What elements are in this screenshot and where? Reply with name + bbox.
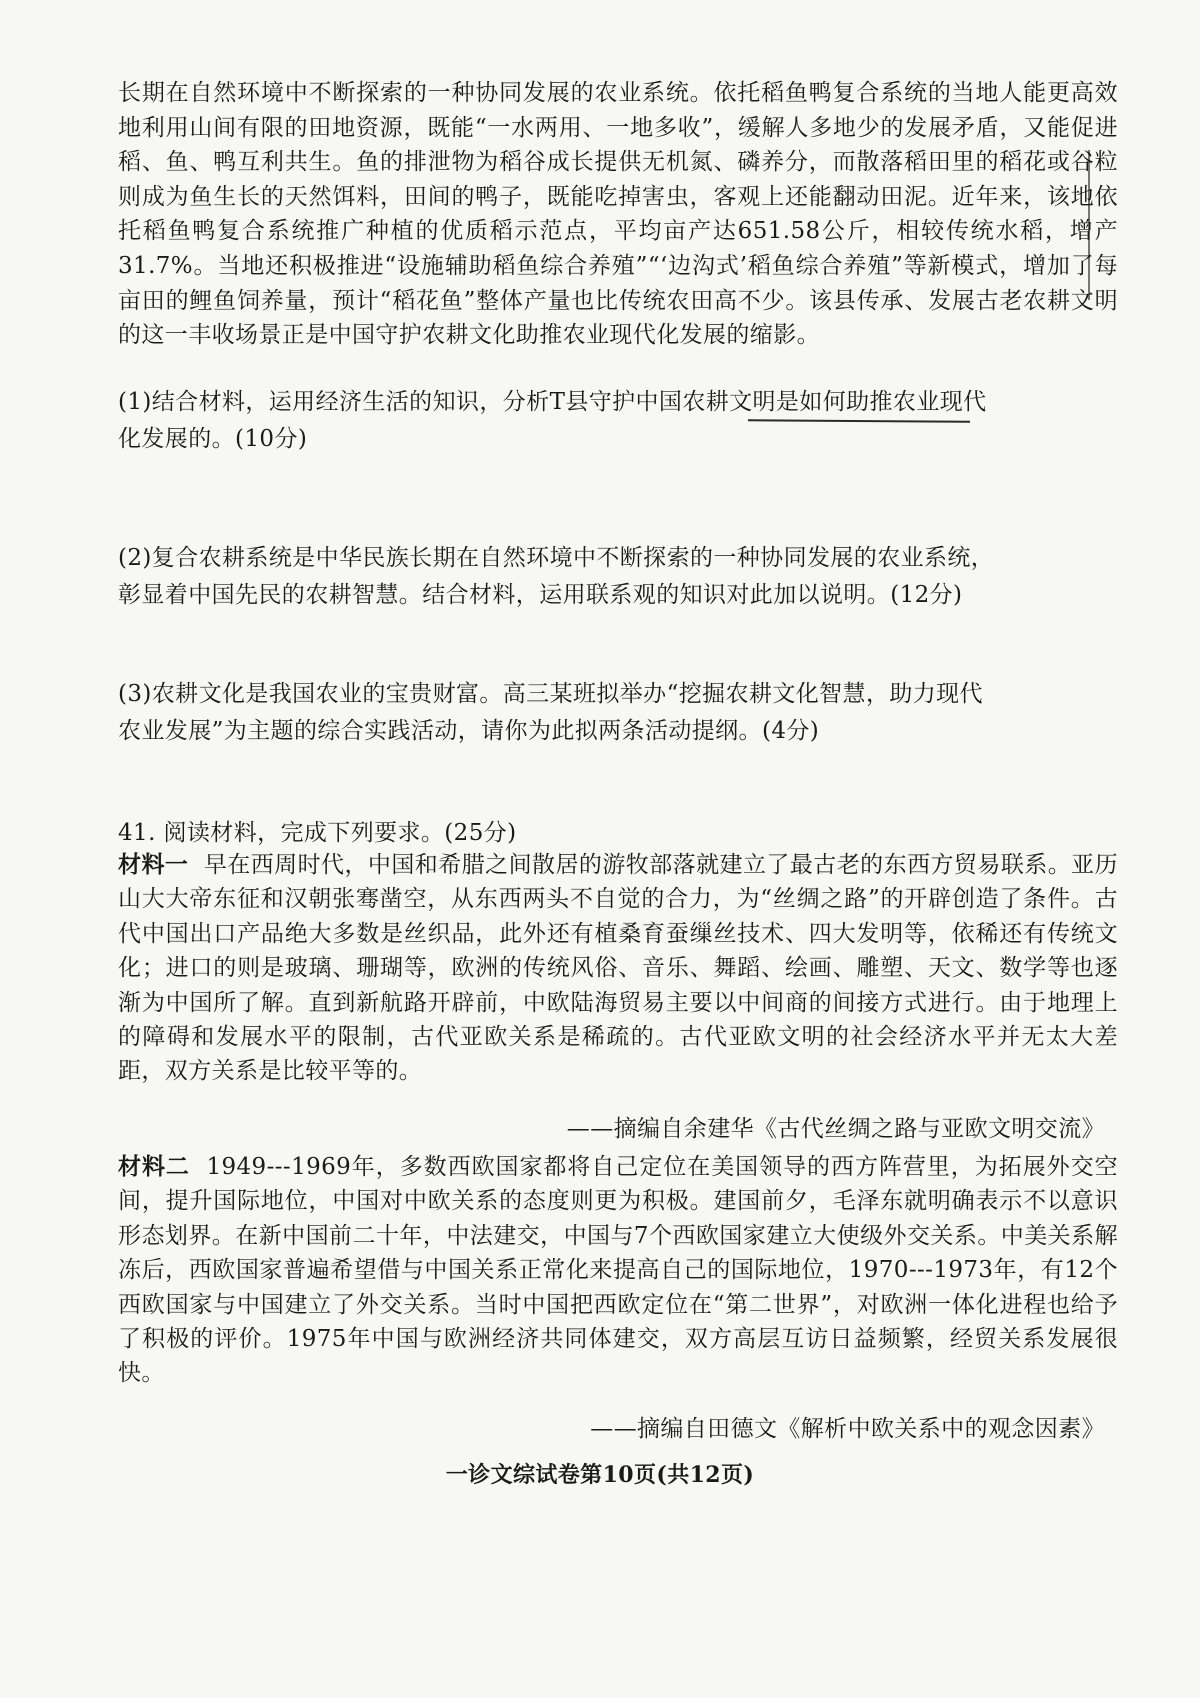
material-1 [118,848,1118,1089]
page-footer: 一诊文综试卷第10页(共12页) [445,1462,755,1488]
material-2-source: ——摘编自田德文《解析中欧关系中的观念因素》 [590,1416,1105,1442]
material-1-text: 早在西周时代，中国和希腊之间散居的游牧部落就建立了最古老的东西方贸易联系。亚历山大大帝东征和汉朝张骞凿空，从东西两头不自觉的合力，为“丝绸之路”的开辟创造了条件。古代中国出口产品绝大多数是丝织品，此外还有植桑育蚕缫丝技术、四大发明等，依稀还有传统文化；进口的则是玻璃、珊瑚等，欧洲的传统风俗、音乐、舞蹈、绘画、雕塑、天文、数学等也逐渐为中国所了解。直到新航路开辟前，中欧陆海贸易主要以中间商的间接方式进行。由于地理上的障碍和发展水平的限制，古代亚欧关系是稀疏的。古代亚欧文明的社会经济水平并无太大差距，双方关系是比较平等的。 [118,852,1118,1085]
material-2-text: 1949---1969年，多数西欧国家都将自己定位在美国领导的西方阵营里，为拓展外交空间，提升国际地位，中国对中欧关系的态度则更为积极。建国前夕，毛泽东就明确表示不以意识形态划界。在新中国前二十年，中法建交，中国与7个西欧国家建立大使级外交关系。中美关系解冻后，西欧国家普遍希望借与中国关系正常化来提高自己的国际地位，1970---1973年，有12个西欧国家与中国建立了外交关系。当时中国把西欧定位在“第二世界”，对欧洲一体化进程也给予了积极的评价。1975年中国与欧洲经济共同体建交，双方高层互访日益频繁，经贸关系发展很快。 [118,1154,1118,1387]
material-1-label: 材料一 [118,851,189,878]
question-2: (2)复合农耕系统是中华民族长期在自然环境中不断探索的一种协同发展的农业系统， 彰显着中国先民的农耕智慧。结合材料，运用联系观的知识对此加以说明。(12分) [118,545,995,608]
intro-paragraph: 长期在自然环境中不断探索的一种协同发展的农业系统。依托稻鱼鸭复合系统的当地人能更高效地利用山间有限的田地资源，既能“一水两用、一地多收”，缓解人多地少的发展矛盾，又能促进稻、鱼、鸭互利共生。鱼的排泄物为稻谷成长提供无机氮、磷养分，而散落稻田里的稻花或谷粒则成为鱼生长的天然饵料，田间的鸭子，既能吃掉害虫，客观上还能翻动田泥。近年来，该地依托稻鱼鸭复合系统推广种植的优质稻示范点，平均亩产达651.58公斤，相较传统水稻，增产31.7%。当地还积极推进“设施辅助稻鱼综合养殖”“‘边沟式’稻鱼综合养殖”等新模式，增加了每亩田的鲤鱼饲养量，预计“稻花鱼”整体产量也比传统农田高不少。该县传承、发展古老农耕文明的这一丰收场景正是中国守护农耕文化助推农业现代化发展的缩影。 [118,80,1118,349]
material-1-source: ——摘编自余建华《古代丝绸之路与亚欧文明交流》 [566,1116,1105,1142]
material-2 [118,1150,1118,1391]
material-2-label: 材料二 [118,1153,190,1180]
question-1: (1)结合材料，运用经济生活的知识，分析T县守护中国农耕文明是如何助推农业现代 化发展的。(10分) [118,389,987,452]
question-41-header: 41. 阅读材料，完成下列要求。(25分) [118,820,517,846]
question-3: (3)农耕文化是我国农业的宝贵财富。高三某班拟举办“挖掘农耕文化智慧，助力现代 农业发展”为主题的综合实践活动，请你为此拟两条活动提纲。(4分) [118,681,983,744]
